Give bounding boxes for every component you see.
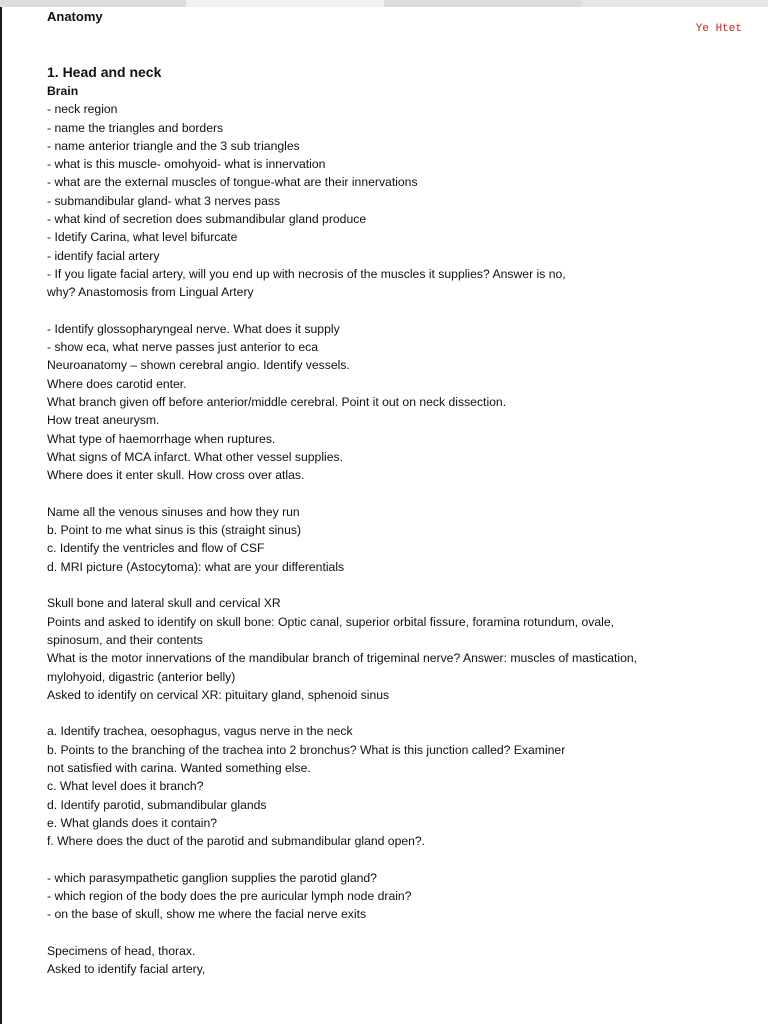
- text-line: Where does carotid enter.: [47, 376, 187, 391]
- text-line: - submandibular gland- what 3 nerves pass: [47, 193, 281, 208]
- text-line: d. Identify parotid, submandibular glands: [47, 797, 267, 812]
- document-body: [47, 62, 737, 979]
- text-line: - what kind of secretion does submandibular gland produce: [47, 212, 367, 227]
- question-block-venous-sinuses: [47, 503, 737, 576]
- question-block-parotid: [47, 869, 737, 924]
- section-heading: 1. Head and neck: [47, 64, 162, 80]
- question-block-specimens: [47, 942, 737, 979]
- question-block-neuroanatomy: [47, 320, 737, 485]
- text-line: Where does it enter skull. How cross over atlas.: [47, 468, 305, 483]
- subheading-brain: Brain: [47, 84, 79, 98]
- text-line: - Identify glossopharyngeal nerve. What does it supply: [47, 321, 340, 336]
- text-line: - what is this muscle- omohyoid- what is innervation: [47, 157, 326, 172]
- text-line: - If you ligate facial artery, will you end up with necrosis of the muscles it supplies? Answer is no,: [47, 266, 566, 281]
- question-block-trachea: [47, 722, 737, 850]
- text-line: - identify facial artery: [47, 248, 160, 263]
- paragraph-gap: [47, 302, 737, 320]
- text-line: What is the motor innervations of the mandibular branch of trigeminal nerve? Answer: muscles of mastication,: [47, 651, 638, 666]
- paragraph-gap: [47, 850, 737, 868]
- text-line: Points and asked to identify on skull bone: Optic canal, superior orbital fissure, foramina rotundum, ovale,: [47, 614, 615, 629]
- text-line: - on the base of skull, show me where the facial nerve exits: [47, 907, 367, 922]
- tab-segment: [384, 0, 582, 7]
- text-line: - Idetify Carina, what level bifurcate: [47, 230, 238, 245]
- document-title: Anatomy: [47, 9, 103, 24]
- text-line: f. Where does the duct of the parotid and submandibular gland open?.: [47, 834, 426, 849]
- text-line: How treat aneurysm.: [47, 413, 160, 428]
- text-line: why? Anastomosis from Lingual Artery: [47, 285, 254, 300]
- text-line: a. Identify trachea, oesophagus, vagus nerve in the neck: [47, 724, 353, 739]
- tab-segment: [0, 0, 186, 7]
- author-name: Ye Htet: [695, 23, 742, 35]
- text-line: spinosum, and their contents: [47, 632, 203, 647]
- text-line: - name anterior triangle and the 3 sub triangles: [47, 138, 300, 153]
- question-block-skull-xr: [47, 594, 737, 704]
- text-line: Skull bone and lateral skull and cervical XR: [47, 596, 281, 611]
- tab-segment: [582, 0, 768, 7]
- paragraph-gap: [47, 576, 737, 594]
- text-line: b. Point to me what sinus is this (straight sinus): [47, 523, 302, 538]
- text-line: Name all the venous sinuses and how they run: [47, 504, 300, 519]
- text-line: - neck region: [47, 102, 118, 117]
- text-line: - name the triangles and borders: [47, 120, 224, 135]
- text-line: Asked to identify facial artery,: [47, 962, 206, 977]
- text-line: Specimens of head, thorax.: [47, 943, 196, 958]
- tab-segment: [186, 0, 384, 7]
- window-tab-strip: [0, 0, 768, 7]
- text-line: - which region of the body does the pre auricular lymph node drain?: [47, 889, 412, 904]
- text-line: not satisfied with carina. Wanted something else.: [47, 760, 311, 775]
- text-line: - what are the external muscles of tongue-what are their innervations: [47, 175, 418, 190]
- text-line: d. MRI picture (Astocytoma): what are your differentials: [47, 559, 345, 574]
- text-line: Asked to identify on cervical XR: pituitary gland, sphenoid sinus: [47, 687, 390, 702]
- text-line: b. Points to the branching of the trachea into 2 bronchus? What is this junction called? Examiner: [47, 742, 566, 757]
- text-line: c. What level does it branch?: [47, 779, 204, 794]
- text-line: What type of haemorrhage when ruptures.: [47, 431, 276, 446]
- text-line: - show eca, what nerve passes just anterior to eca: [47, 340, 318, 355]
- text-line: mylohyoid, digastric (anterior belly): [47, 669, 236, 684]
- paragraph-gap: [47, 704, 737, 722]
- text-line: c. Identify the ventricles and flow of CSF: [47, 541, 265, 556]
- text-line: - which parasympathetic ganglion supplies the parotid gland?: [47, 870, 377, 885]
- paragraph-gap: [47, 485, 737, 503]
- text-line: What branch given off before anterior/middle cerebral. Point it out on neck dissection.: [47, 395, 507, 410]
- text-line: e. What glands does it contain?: [47, 815, 218, 830]
- question-block-neck: [47, 100, 737, 301]
- text-line: What signs of MCA infarct. What other vessel supplies.: [47, 449, 344, 464]
- text-line: Neuroanatomy – shown cerebral angio. Identify vessels.: [47, 358, 350, 373]
- page-left-border: [0, 7, 2, 1024]
- paragraph-gap: [47, 924, 737, 942]
